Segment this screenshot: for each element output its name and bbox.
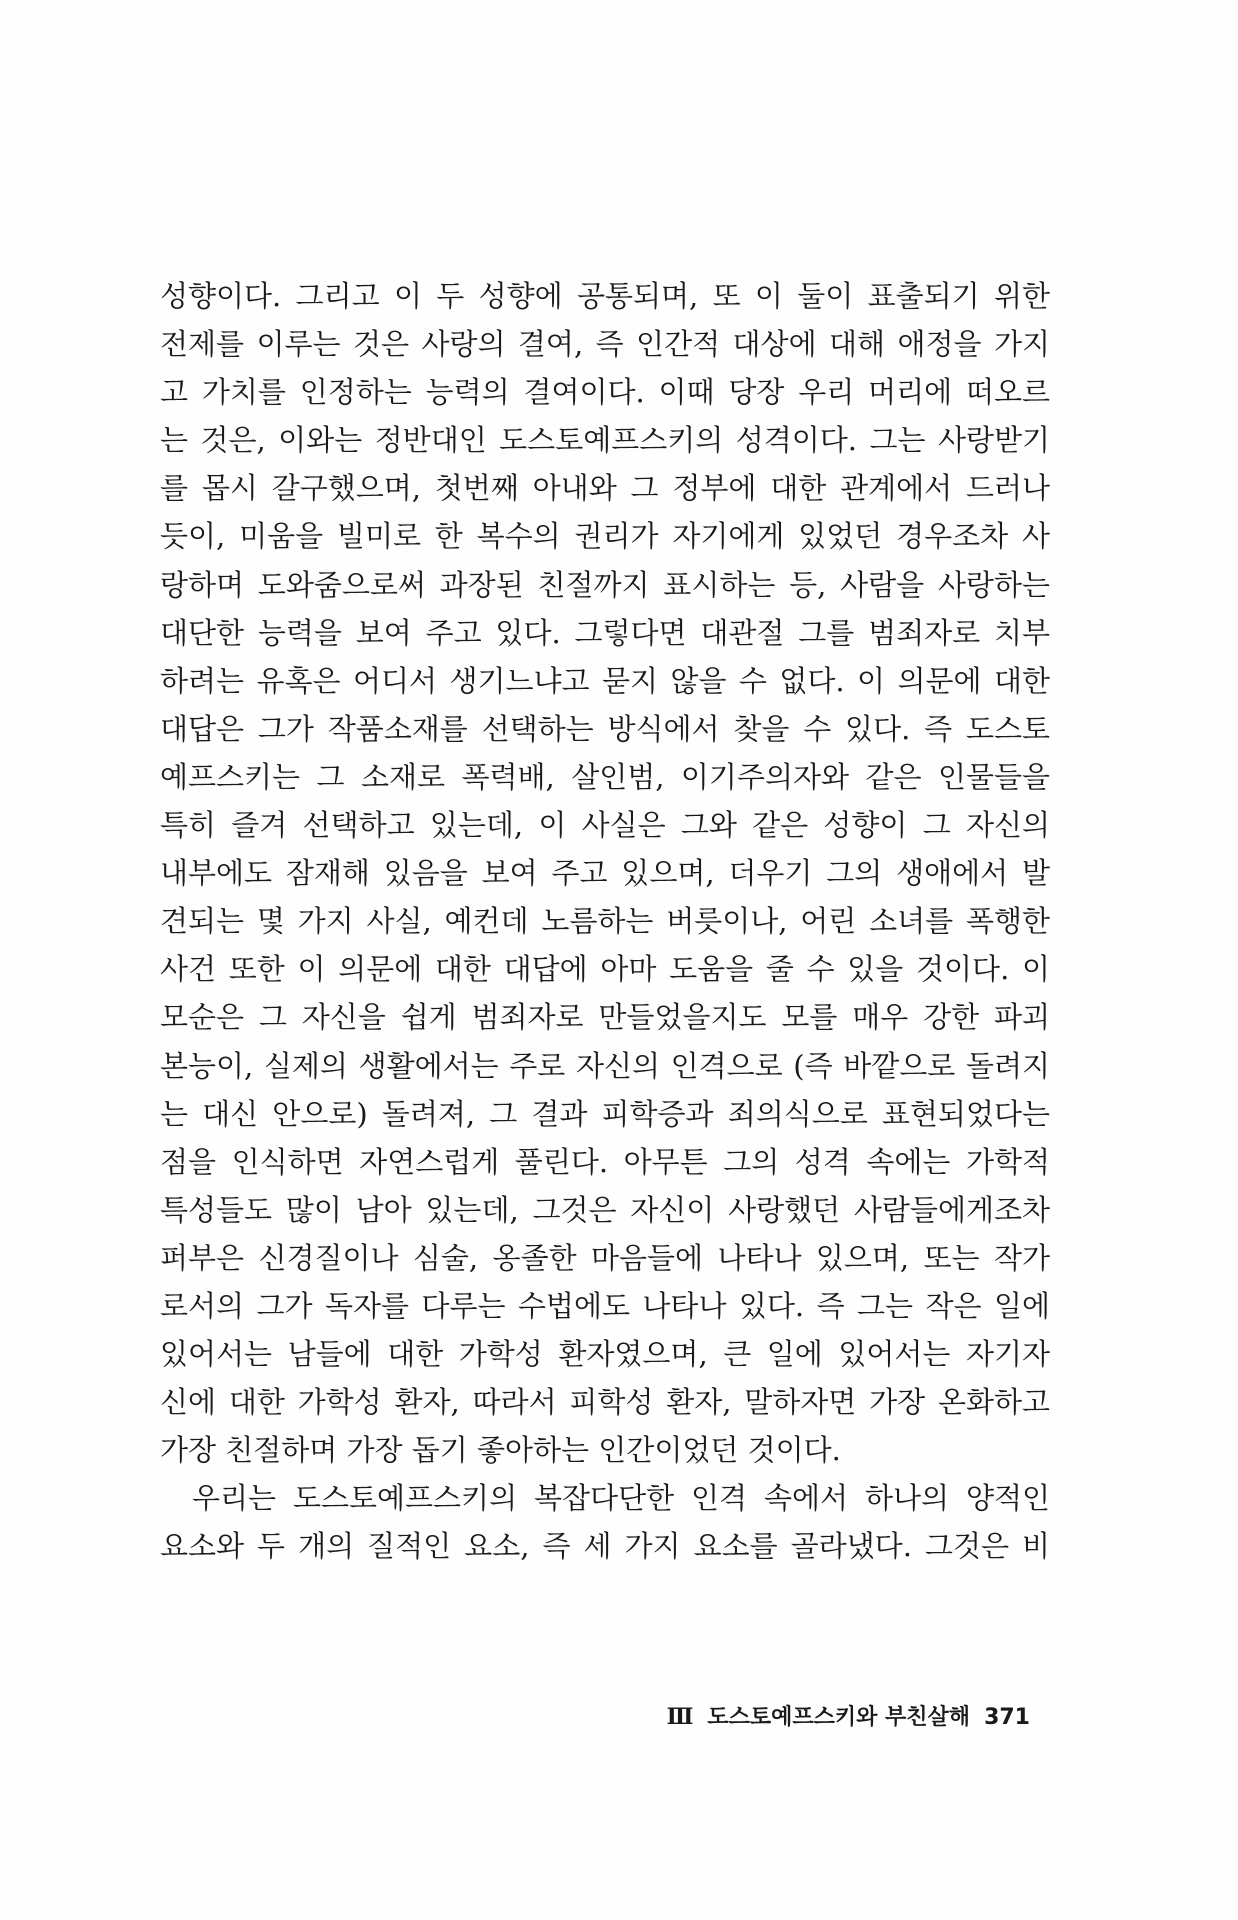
text-line: 를 몹시 갈구했으며, 첫번째 아내와 그 정부에 대한 관계에서 드러나 — [160, 471, 1050, 506]
text-line: 사건 또한 이 의문에 대한 대답에 아마 도움을 줄 수 있을 것이다. 이 — [160, 952, 1050, 987]
text-line: 예프스키는 그 소재로 폭력배, 살인범, 이기주의자와 같은 인물들을 — [160, 759, 1050, 794]
text-line: 로서의 그가 독자를 다루는 수법에도 나타나 있다. 즉 그는 작은 일에 — [160, 1288, 1050, 1323]
body-text — [160, 272, 1050, 1571]
text-line: 듯이, 미움을 빌미로 한 복수의 권리가 자기에게 있었던 경우조차 사 — [160, 519, 1050, 554]
text-line: 고 가치를 인정하는 능력의 결여이다. 이때 당장 우리 머리에 떠오르 — [160, 375, 1050, 410]
text-line: 모순은 그 자신을 쉽게 범죄자로 만들었을지도 모를 매우 강한 파괴 — [160, 1000, 1050, 1035]
page-number: 371 — [984, 1705, 1030, 1730]
text-line: 특히 즐겨 선택하고 있는데, 이 사실은 그와 같은 성향이 그 자신의 — [160, 808, 1050, 843]
text-line: 내부에도 잠재해 있음을 보여 주고 있으며, 더우기 그의 생애에서 발 — [160, 856, 1050, 891]
text-line: 대답은 그가 작품소재를 선택하는 방식에서 찾을 수 있다. 즉 도스토 — [160, 711, 1050, 746]
text-line: 점을 인식하면 자연스럽게 풀린다. 아무튼 그의 성격 속에는 가학적 — [160, 1144, 1050, 1179]
text-line: 대단한 능력을 보여 주고 있다. 그렇다면 대관절 그를 범죄자로 치부 — [160, 615, 1050, 650]
text-line-paragraph-end: 가장 친절하며 가장 돕기 좋아하는 인간이었던 것이다. — [160, 1433, 841, 1468]
text-line: 요소와 두 개의 질적인 요소, 즉 세 가지 요소를 골라냈다. 그것은 비 — [160, 1529, 1050, 1564]
text-line: 는 대신 안으로) 돌려져, 그 결과 피학증과 죄의식으로 표현되었다는 — [160, 1096, 1050, 1131]
text-line-paragraph-start: 우리는 도스토예프스키의 복잡다단한 인격 속에서 하나의 양적인 — [192, 1481, 1050, 1516]
text-line: 퍼부은 신경질이나 심술, 옹졸한 마음들에 나타나 있으며, 또는 작가 — [160, 1240, 1050, 1275]
text-line: 전제를 이루는 것은 사랑의 결여, 즉 인간적 대상에 대해 애정을 가지 — [160, 327, 1050, 362]
chapter-title: 도스토예프스키와 부친살해 — [707, 1705, 971, 1730]
text-line: 있어서는 남들에 대한 가학성 환자였으며, 큰 일에 있어서는 자기자 — [160, 1337, 1050, 1372]
text-line: 본능이, 실제의 생활에서는 주로 자신의 인격으로 (즉 바깥으로 돌려지 — [160, 1048, 1050, 1083]
running-footer — [667, 1700, 1030, 1731]
text-line: 랑하며 도와줌으로써 과장된 친절까지 표시하는 등, 사람을 사랑하는 — [160, 567, 1050, 602]
text-line: 신에 대한 가학성 환자, 따라서 피학성 환자, 말하자면 가장 온화하고 — [160, 1385, 1050, 1420]
text-line: 견되는 몇 가지 사실, 예컨데 노름하는 버릇이나, 어린 소녀를 폭행한 — [160, 904, 1050, 939]
text-line: 는 것은, 이와는 정반대인 도스토예프스키의 성격이다. 그는 사랑받기 — [160, 423, 1050, 458]
chapter-numeral: Ⅲ — [666, 1704, 694, 1730]
text-line: 하려는 유혹은 어디서 생기느냐고 묻지 않을 수 없다. 이 의문에 대한 — [160, 663, 1050, 698]
text-line: 특성들도 많이 남아 있는데, 그것은 자신이 사랑했던 사람들에게조차 — [160, 1192, 1050, 1227]
text-line: 성향이다. 그리고 이 두 성향에 공통되며, 또 이 둘이 표출되기 위한 — [160, 279, 1050, 313]
